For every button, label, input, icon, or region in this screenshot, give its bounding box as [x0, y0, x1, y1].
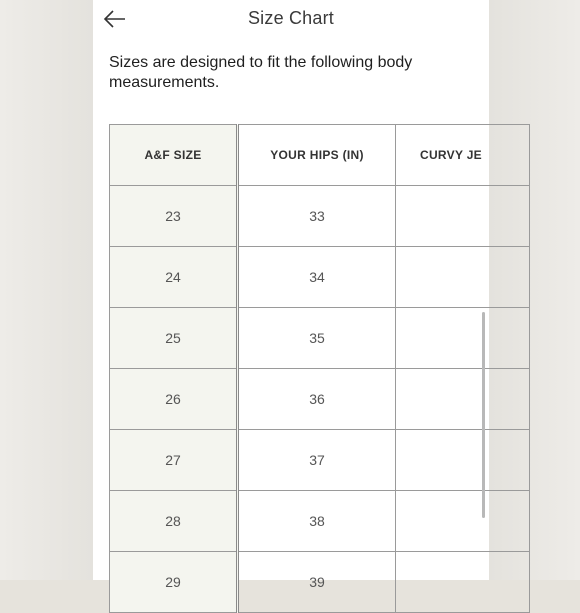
curvy-cell [396, 308, 530, 369]
table-row [110, 247, 530, 308]
size-table-scroll[interactable] [109, 124, 482, 594]
vertical-scrollbar[interactable] [482, 312, 485, 518]
header [93, 0, 489, 40]
left-margin [0, 0, 93, 580]
page-title: Size Chart [247, 8, 335, 28]
table-header-row [110, 125, 530, 186]
hips-cell: 39 [238, 552, 396, 613]
hips-cell: 33 [238, 186, 396, 247]
size-cell: 28 [110, 491, 238, 552]
header-af-size: A&F SIZE [110, 125, 238, 186]
size-cell: 26 [110, 369, 238, 430]
size-cell: 27 [110, 430, 238, 491]
hips-cell: 34 [238, 247, 396, 308]
table-row [110, 369, 530, 430]
curvy-cell [396, 491, 530, 552]
size-cell: 25 [110, 308, 238, 369]
header-curvy-jeans: CURVY JE [396, 125, 530, 186]
curvy-cell [396, 369, 530, 430]
size-chart-screen [93, 0, 489, 590]
table-row [110, 430, 530, 491]
curvy-cell [396, 552, 530, 613]
table-row [110, 552, 530, 613]
table-row [110, 186, 530, 247]
size-cell: 24 [110, 247, 238, 308]
size-table [109, 124, 530, 613]
hips-cell: 38 [238, 491, 396, 552]
size-cell: 23 [110, 186, 238, 247]
table-row [110, 491, 530, 552]
hips-cell: 36 [238, 369, 396, 430]
hips-cell: 35 [238, 308, 396, 369]
header-your-hips: YOUR HIPS (IN) [238, 125, 396, 186]
curvy-cell [396, 186, 530, 247]
table-row [110, 308, 530, 369]
intro-text: Sizes are designed to fit the following body measurements. [109, 54, 413, 91]
curvy-cell [396, 430, 530, 491]
size-cell: 29 [110, 552, 238, 613]
hips-cell: 37 [238, 430, 396, 491]
curvy-cell [396, 247, 530, 308]
